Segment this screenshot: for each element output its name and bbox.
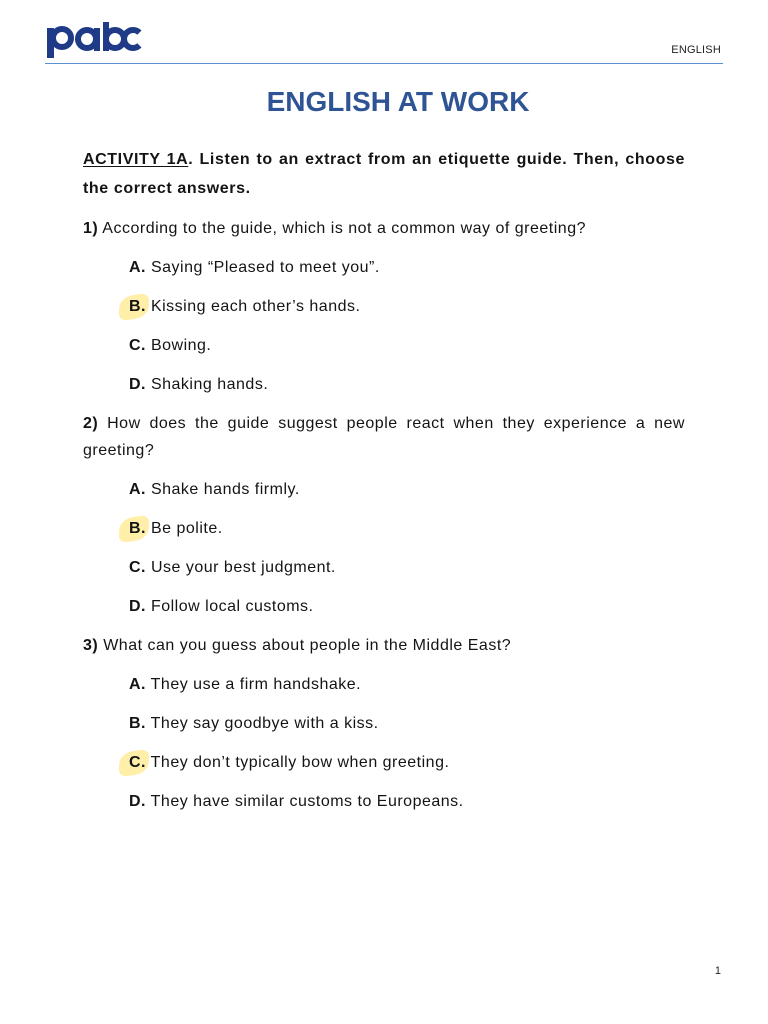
option-text: Saying “Pleased to meet you”. <box>150 259 380 276</box>
option-text: They say goodbye with a kiss. <box>150 715 379 732</box>
option-letter: A. <box>129 676 146 693</box>
question-number: 3) <box>83 637 99 654</box>
activity-instructions <box>83 145 685 203</box>
question-number: 2) <box>83 415 99 432</box>
option-letter: A. <box>129 259 146 276</box>
question-1-option-d <box>129 371 685 398</box>
option-text: Kissing each other’s hands. <box>150 298 361 315</box>
header-subject-label: ENGLISH <box>671 44 721 56</box>
worksheet-content <box>83 145 685 827</box>
question-text: What can you guess about people in the Middle East? <box>103 637 512 654</box>
option-text: Bowing. <box>150 337 212 354</box>
question-1 <box>83 215 685 242</box>
logo-mark <box>47 22 145 58</box>
question-2-option-a <box>129 476 685 503</box>
activity-text: . Listen to an extract from an etiquette guide. Then, choose the correct answers. <box>83 151 685 197</box>
logo <box>47 22 145 58</box>
question-1-option-a <box>129 254 685 281</box>
option-text: Shaking hands. <box>150 376 269 393</box>
activity-label: ACTIVITY 1A <box>83 151 189 168</box>
option-letter: D. <box>129 376 146 393</box>
option-letter: B. <box>129 293 146 320</box>
option-text: They use a firm handshake. <box>150 676 362 693</box>
option-letter: D. <box>129 598 146 615</box>
question-2-option-c <box>129 554 685 581</box>
option-letter: C. <box>129 337 146 354</box>
page-number: 1 <box>714 965 721 977</box>
option-letter: B. <box>129 715 146 732</box>
option-letter: C. <box>129 559 146 576</box>
page-title: ENGLISH AT WORK <box>266 86 530 117</box>
question-2-option-b <box>129 515 685 542</box>
question-3-option-d <box>129 788 685 815</box>
option-text: Follow local customs. <box>150 598 314 615</box>
question-2 <box>83 410 685 464</box>
option-text: Shake hands firmly. <box>150 481 300 498</box>
header-divider <box>45 63 723 64</box>
question-2-option-d <box>129 593 685 620</box>
question-3-option-b <box>129 710 685 737</box>
option-text: They don’t typically bow when greeting. <box>150 754 450 771</box>
question-1-option-b <box>129 293 685 320</box>
option-letter: B. <box>129 515 146 542</box>
question-3-option-c <box>129 749 685 776</box>
question-text: According to the guide, which is not a common way of greeting? <box>102 220 586 237</box>
question-number: 1) <box>83 220 99 237</box>
option-letter: C. <box>129 749 146 776</box>
option-text: They have similar customs to Europeans. <box>150 793 464 810</box>
question-1-option-c <box>129 332 685 359</box>
question-text: How does the guide suggest people react when they experience a new greeting? <box>83 415 685 459</box>
option-text: Be polite. <box>150 520 223 537</box>
question-3 <box>83 632 685 659</box>
option-text: Use your best judgment. <box>150 559 336 576</box>
option-letter: D. <box>129 793 146 810</box>
question-3-option-a <box>129 671 685 698</box>
option-letter: A. <box>129 481 146 498</box>
